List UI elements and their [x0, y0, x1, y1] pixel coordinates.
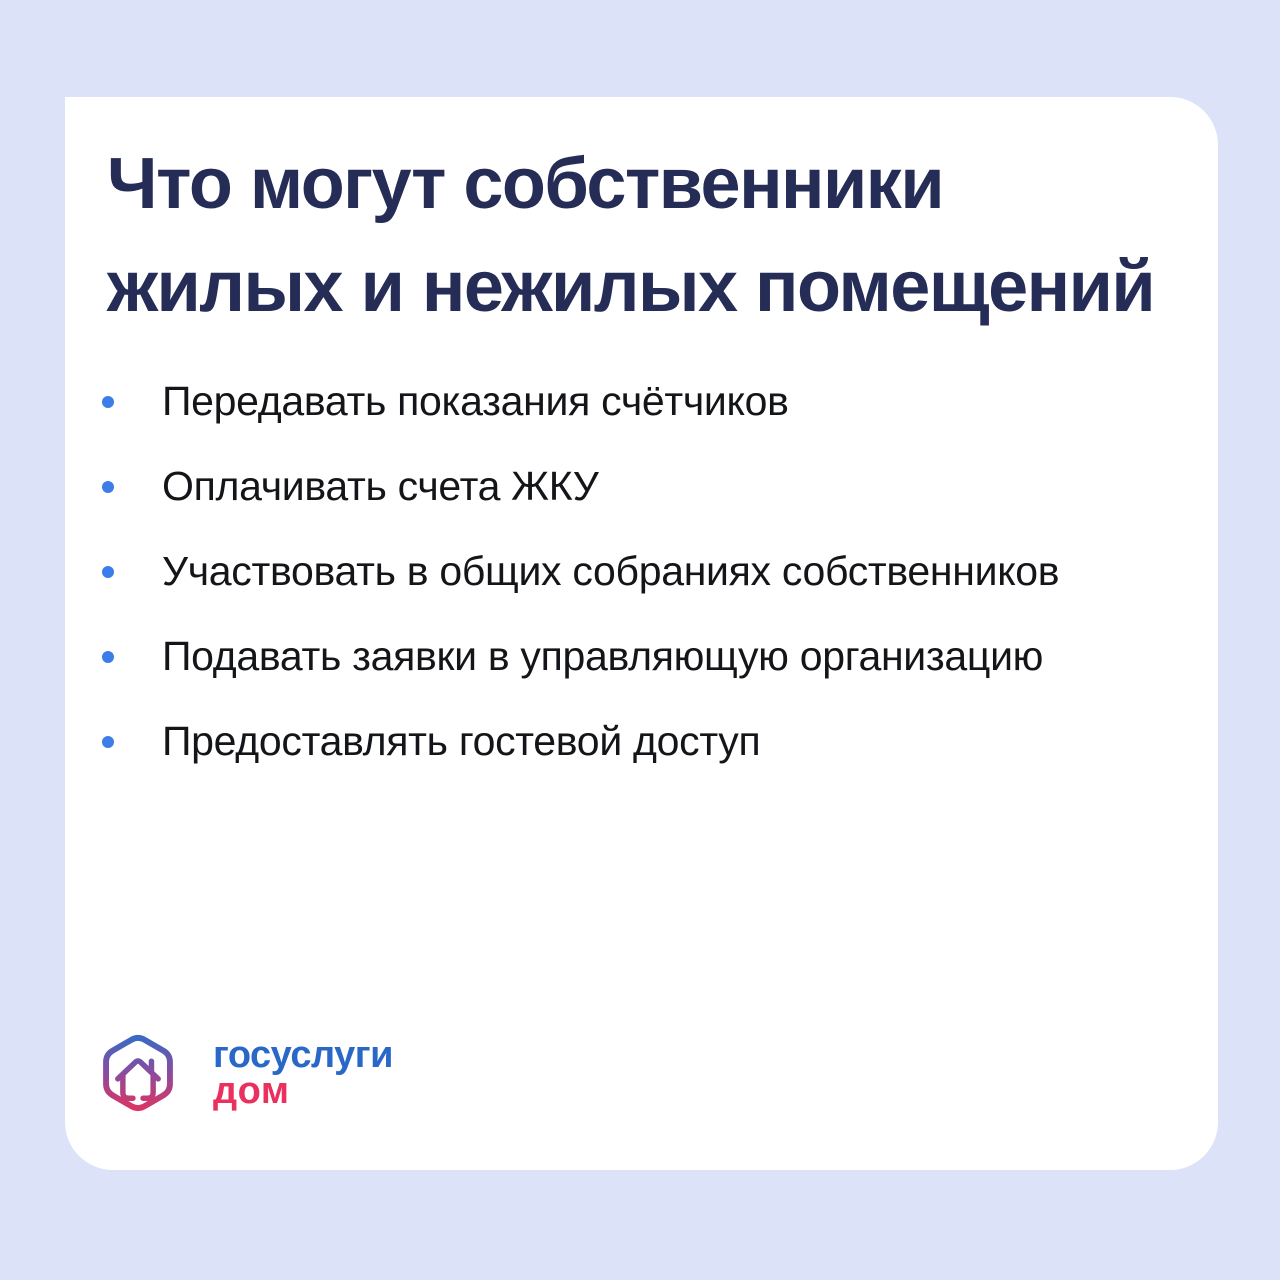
- list-item-text: Передавать показания счётчиков: [162, 378, 789, 424]
- gosuslugi-dom-logo: [101, 1031, 393, 1115]
- list-item: [102, 614, 1059, 699]
- logo-text: [213, 1034, 393, 1112]
- bullet-dot-icon: [102, 481, 114, 493]
- list-item: [102, 699, 1059, 784]
- bullet-dot-icon: [102, 396, 114, 408]
- logo-text-gosuslugi: госуслуги: [213, 1034, 393, 1076]
- capabilities-list: [102, 359, 1059, 784]
- bullet-dot-icon: [102, 736, 114, 748]
- list-item: [102, 359, 1059, 444]
- title-line-2: жилых и нежилых помещений: [107, 247, 1155, 327]
- content-card: [65, 97, 1218, 1170]
- page-title: [107, 133, 1154, 339]
- house-badge-icon: [101, 1031, 175, 1115]
- logo-text-dom: дом: [213, 1070, 290, 1112]
- list-item-text: Участвовать в общих собраниях собственников: [162, 548, 1060, 594]
- list-item-text: Подавать заявки в управляющую организацию: [162, 633, 1044, 679]
- list-item-text: Оплачивать счета ЖКУ: [162, 463, 599, 509]
- list-item-text: Предоставлять гостевой доступ: [162, 718, 761, 764]
- list-item: [102, 529, 1059, 614]
- title-line-1: Что могут собственники: [107, 144, 944, 224]
- bullet-dot-icon: [102, 651, 114, 663]
- bullet-dot-icon: [102, 566, 114, 578]
- list-item: [102, 444, 1059, 529]
